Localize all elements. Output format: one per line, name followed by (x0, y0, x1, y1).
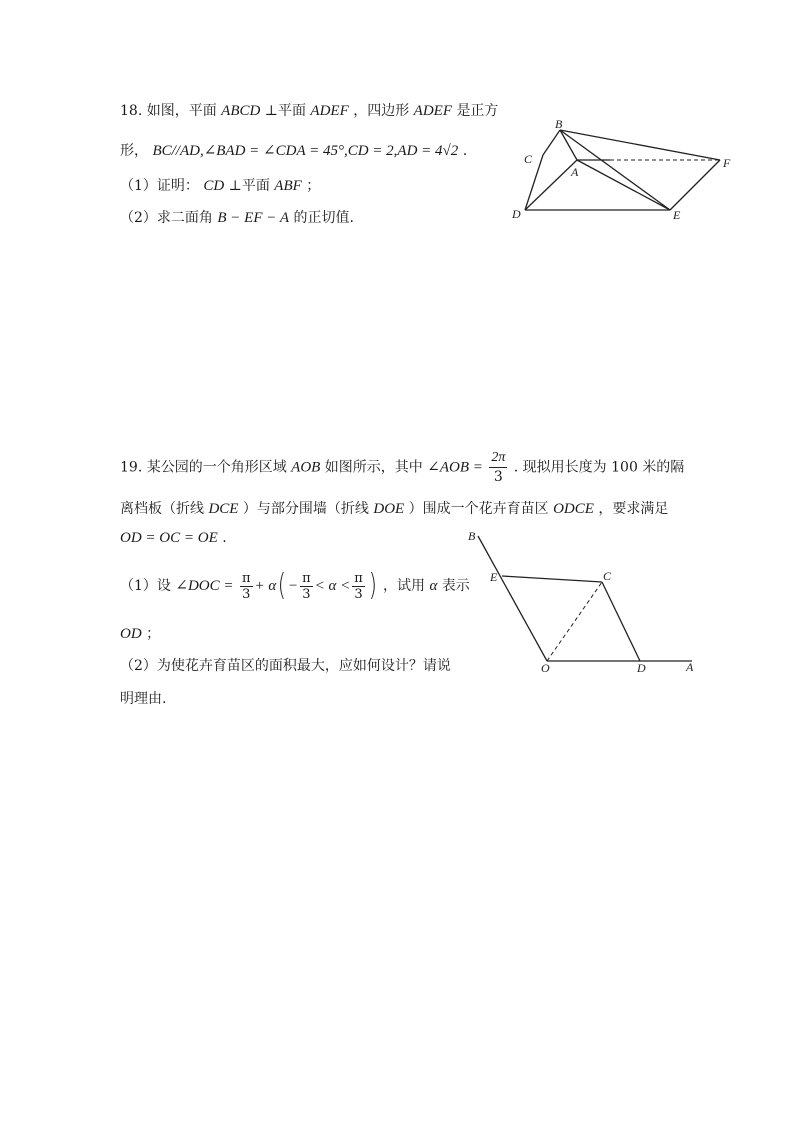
q19-text: ，要求满足 (598, 501, 669, 517)
q19-math: − (287, 578, 299, 594)
q19-part-2-line-2 (120, 688, 166, 708)
q19-figure (462, 528, 702, 676)
fraction-numerator: π (241, 570, 251, 586)
q18-text: 如图，平面 (146, 103, 217, 119)
q19-math: DCE (208, 501, 239, 517)
fraction-pi-over-3 (240, 571, 253, 602)
left-paren: ( (278, 568, 287, 603)
fig18-label-e: E (673, 208, 681, 222)
q18-part2-label: （2）求二面角 (120, 210, 213, 226)
q19-text: ，试用 (382, 578, 425, 594)
q19-math: + α (254, 578, 277, 594)
q19-math: ∠AOB = (427, 459, 483, 476)
q19-part1-label: （1）设 (120, 578, 171, 594)
q18-text: 的正切值. (293, 210, 354, 226)
q19-math: AOB (291, 459, 321, 476)
q19-math: ODCE (553, 501, 594, 517)
q18-math: ABCD (221, 103, 261, 119)
q19-line-2 (120, 498, 668, 518)
fig18-label-f: F (723, 156, 731, 170)
q18-text: ⊥平面 (264, 103, 306, 119)
q18-math: B − EF − A (217, 210, 289, 226)
fig19-label-c: C (603, 569, 612, 583)
right-paren: ) (368, 568, 377, 603)
q19-text: ）与部分围墙（折线 (242, 501, 369, 517)
q19-line-3 (120, 530, 227, 547)
fig18-label-c: C (524, 152, 533, 166)
q18-part-2 (120, 207, 354, 227)
q19-part-1-cont (120, 623, 160, 643)
q19-text: 某公园的一个角形区域 (146, 459, 287, 476)
q19-math: DOE (373, 501, 405, 517)
q19-text: 离档板（折线 (120, 501, 204, 517)
q19-text: . 现拟用长度为 100 米的隔 (513, 459, 685, 476)
q19-part2-text: （2）为使花卉育苗区的面积最大，应如何设计？请说 (120, 658, 451, 674)
fig18-label-d: D (512, 207, 521, 221)
fraction-denominator: 3 (354, 586, 363, 602)
q19-condition: OD = OC = OE (120, 530, 218, 546)
q19-part-1 (120, 566, 470, 606)
fig19-label-d: D (637, 661, 646, 675)
q19-number: 19. (120, 459, 143, 476)
fig19-label-o: O (541, 661, 550, 675)
fraction-denominator: 3 (242, 586, 251, 602)
q18-text: 是正方 (456, 103, 499, 119)
q19-text: ）围成一个花卉育苗区 (408, 501, 549, 517)
q19-part-2-line-1 (120, 655, 451, 675)
fraction-pi-over-3 (300, 571, 313, 602)
q19-math: α (429, 578, 438, 594)
q19-part2-text: 明理由. (120, 691, 167, 707)
q18-given-conditions: BC//AD,∠BAD = ∠CDA = 45°,CD = 2,AD = 4√2 (152, 143, 459, 159)
fig19-label-b: B (468, 529, 476, 543)
q18-math: ADEF (413, 103, 452, 119)
q19-text: 如图所示，其中 (324, 459, 423, 476)
fraction-pi-over-3 (352, 571, 365, 602)
q19-math: < α < (314, 578, 351, 594)
q18-text: ，四边形 (353, 103, 410, 119)
q18-text: . (462, 143, 468, 159)
fraction-numerator: π (302, 570, 311, 586)
fraction-denominator: 3 (302, 586, 311, 602)
q18-math: CD (203, 178, 225, 194)
fig19-label-a: A (686, 660, 694, 674)
q18-text: ； (306, 178, 321, 194)
q19-text: ； (146, 626, 161, 642)
q18-figure (505, 115, 745, 230)
q19-angle-fraction (489, 449, 507, 486)
fraction-numerator: π (354, 570, 363, 586)
q18-text: ⊥平面 (228, 178, 270, 194)
q19-math: ∠DOC = (175, 578, 234, 594)
fig19-label-e: E (490, 570, 498, 584)
fig18-label-a: A (571, 165, 579, 179)
fraction-denominator: 3 (493, 469, 503, 485)
q18-text: 形， (120, 143, 148, 159)
q19-text: . (222, 530, 227, 546)
q18-line-1 (120, 100, 498, 120)
q19-line-1 (120, 449, 684, 486)
fig18-label-b: B (555, 117, 563, 131)
q19-text: 表示 (441, 578, 470, 594)
q18-math: ABF (274, 178, 302, 194)
q19-math: OD (120, 626, 142, 642)
fraction-numerator: 2π (489, 449, 507, 468)
q18-number: 18. (120, 103, 143, 119)
q18-part1-label: （1）证明： (120, 178, 199, 194)
q18-line-2 (120, 140, 467, 160)
q18-math: ADEF (310, 103, 349, 119)
q18-part-1 (120, 175, 320, 195)
